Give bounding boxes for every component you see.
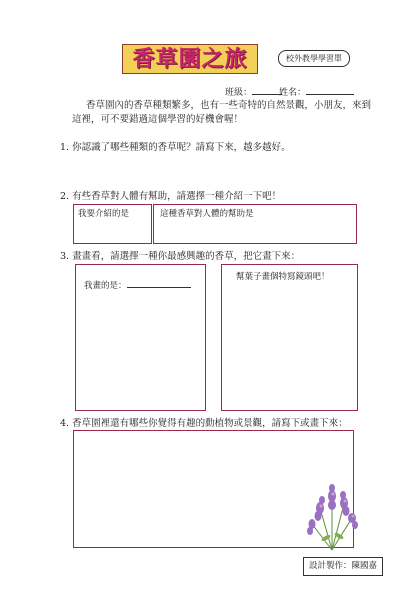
intro-paragraph: 香草園內的香草種類繁多，也有一些奇特的自然景觀，小朋友，來到這裡，可不要錯過這個學習的好機會喔！ — [72, 100, 372, 125]
question-4 — [60, 417, 348, 431]
question-text: 畫畫看，請選擇一種你最感興趣的香草，把它畫下來： — [72, 251, 301, 262]
page-title: 香草園之旅 — [132, 46, 248, 72]
lavender-illustration — [302, 478, 364, 552]
box-label: 這種香草對人體的幫助是 — [160, 209, 254, 219]
question-number: 3. — [60, 251, 70, 262]
class-label: 班級： — [225, 88, 253, 98]
question-number: 2. — [60, 191, 70, 202]
question-number: 1. — [60, 142, 70, 153]
drawing-box-herb[interactable] — [75, 264, 206, 411]
name-label: 姓名： — [279, 88, 307, 98]
box-label: 幫葉子畫個特寫鏡頭吧！ — [236, 272, 330, 282]
question-text: 有些香草對人體有幫助，請選擇一種介紹一下吧！ — [72, 191, 282, 202]
class-blank[interactable] — [252, 85, 282, 95]
question-text: 香草園裡還有哪些你覺得有趣的動植物或景觀，請寫下或畫下來： — [72, 418, 348, 429]
credit-box: 設計製作：陳國嘉 — [303, 557, 383, 576]
question-number: 4. — [60, 418, 70, 429]
subtitle-badge: 校外教學學習單 — [278, 50, 350, 67]
question-1 — [60, 141, 291, 155]
question-3 — [60, 250, 300, 264]
class-field — [225, 85, 282, 98]
name-field — [279, 85, 354, 98]
name-blank[interactable] — [306, 85, 354, 95]
drawing-label: 我畫的是： — [76, 265, 205, 291]
box-label: 我要介紹的是 — [78, 209, 130, 219]
drawing-box-leaf-closeup[interactable] — [221, 264, 358, 411]
answer-box-herb-benefit[interactable] — [153, 204, 357, 244]
question-text: 你認識了哪些種類的香草呢？請寫下來，越多越好。 — [72, 142, 291, 153]
question-2 — [60, 190, 281, 204]
answer-box-herb-name[interactable] — [73, 204, 152, 244]
